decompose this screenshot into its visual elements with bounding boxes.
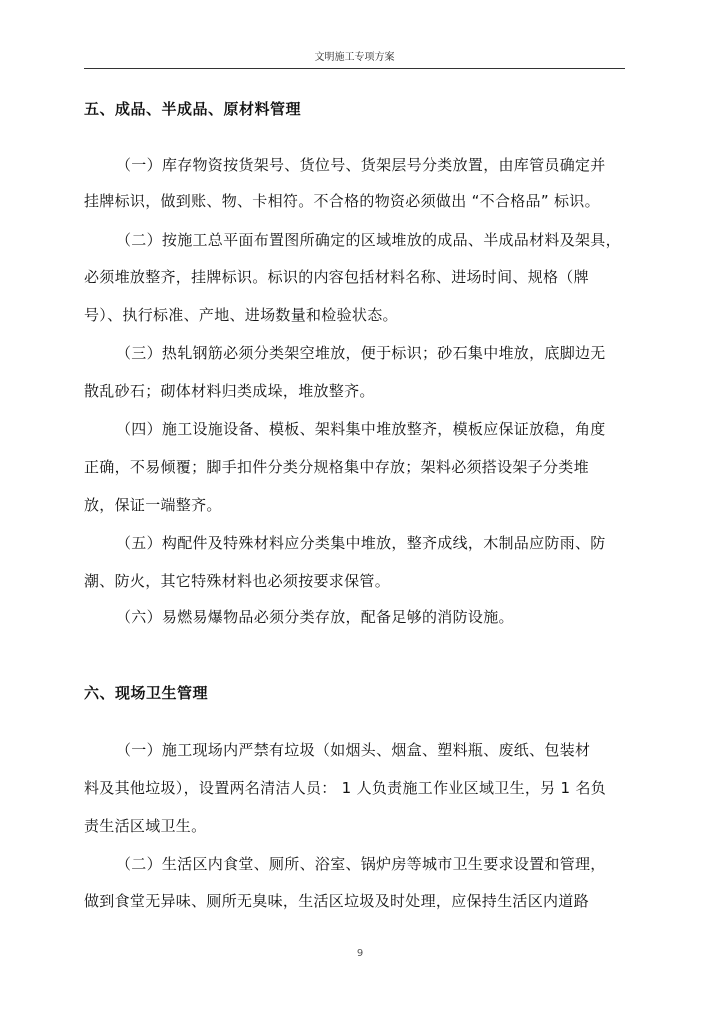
page-number: 9	[356, 948, 364, 959]
paragraph-line: （一）施工现场内严禁有垃圾（如烟头、烟盒、塑料瓶、废纸、包装材	[116, 741, 591, 759]
paragraph-line: 潮、防火，其它特殊材料也必须按要求保管。	[84, 572, 391, 590]
section-title-5: 五、成品、半成品、原材料管理	[84, 100, 302, 118]
running-header: 文明施工专项方案	[314, 52, 395, 63]
paragraph-line: 挂牌标识，做到账、物、卡相符。不合格的物资必须做出 “不合格品” 标识。	[84, 192, 600, 210]
paragraph-line: 必须堆放整齐，挂牌标识。标识的内容包括材料名称、进场时间、规格（牌	[84, 268, 589, 286]
paragraph-line: （四）施工设施设备、模板、架料集中堆放整齐，模板应保证放稳，角度	[116, 420, 606, 438]
header-rule	[84, 68, 625, 69]
paragraph-line: （一）库存物资按货架号、货位号、货架层号分类放置，由库管员确定并	[116, 156, 606, 174]
paragraph-line: 正确，不易倾覆；脚手扣件分类分规格集中存放；架料必须搭设架子分类堆	[84, 458, 589, 476]
paragraph-line: 料及其他垃圾），设置两名清洁人员： 1 人负责施工作业区域卫生，另 1 名负	[84, 779, 607, 797]
paragraph-line: （二）按施工总平面布置图所确定的区域堆放的成品、半成品材料及架具，	[116, 231, 621, 249]
paragraph-line: （三）热轧钢筋必须分类架空堆放，便于标识；砂石集中堆放，底脚边无	[116, 344, 606, 362]
paragraph-line: （六）易燃易爆物品必须分类存放，配备足够的消防设施。	[116, 608, 514, 626]
section-title-6: 六、现场卫生管理	[84, 684, 209, 702]
paragraph-line: 散乱砂石；砌体材料归类成垛，堆放整齐。	[84, 382, 375, 400]
paragraph-line: 做到食堂无异味、厕所无臭味，生活区垃圾及时处理，应保持生活区内道路	[84, 892, 589, 910]
paragraph-line: 责生活区域卫生。	[84, 817, 207, 835]
paragraph-line: 放，保证一端整齐。	[84, 496, 222, 514]
paragraph-line: （五）构配件及特殊材料应分类集中堆放，整齐成线，木制品应防雨、防	[116, 534, 606, 552]
paragraph-line: （二）生活区内食堂、厕所、浴室、锅炉房等城市卫生要求设置和管理，	[116, 855, 606, 873]
paragraph-line: 号）、执行标准、产地、进场数量和检验状态。	[84, 306, 398, 324]
